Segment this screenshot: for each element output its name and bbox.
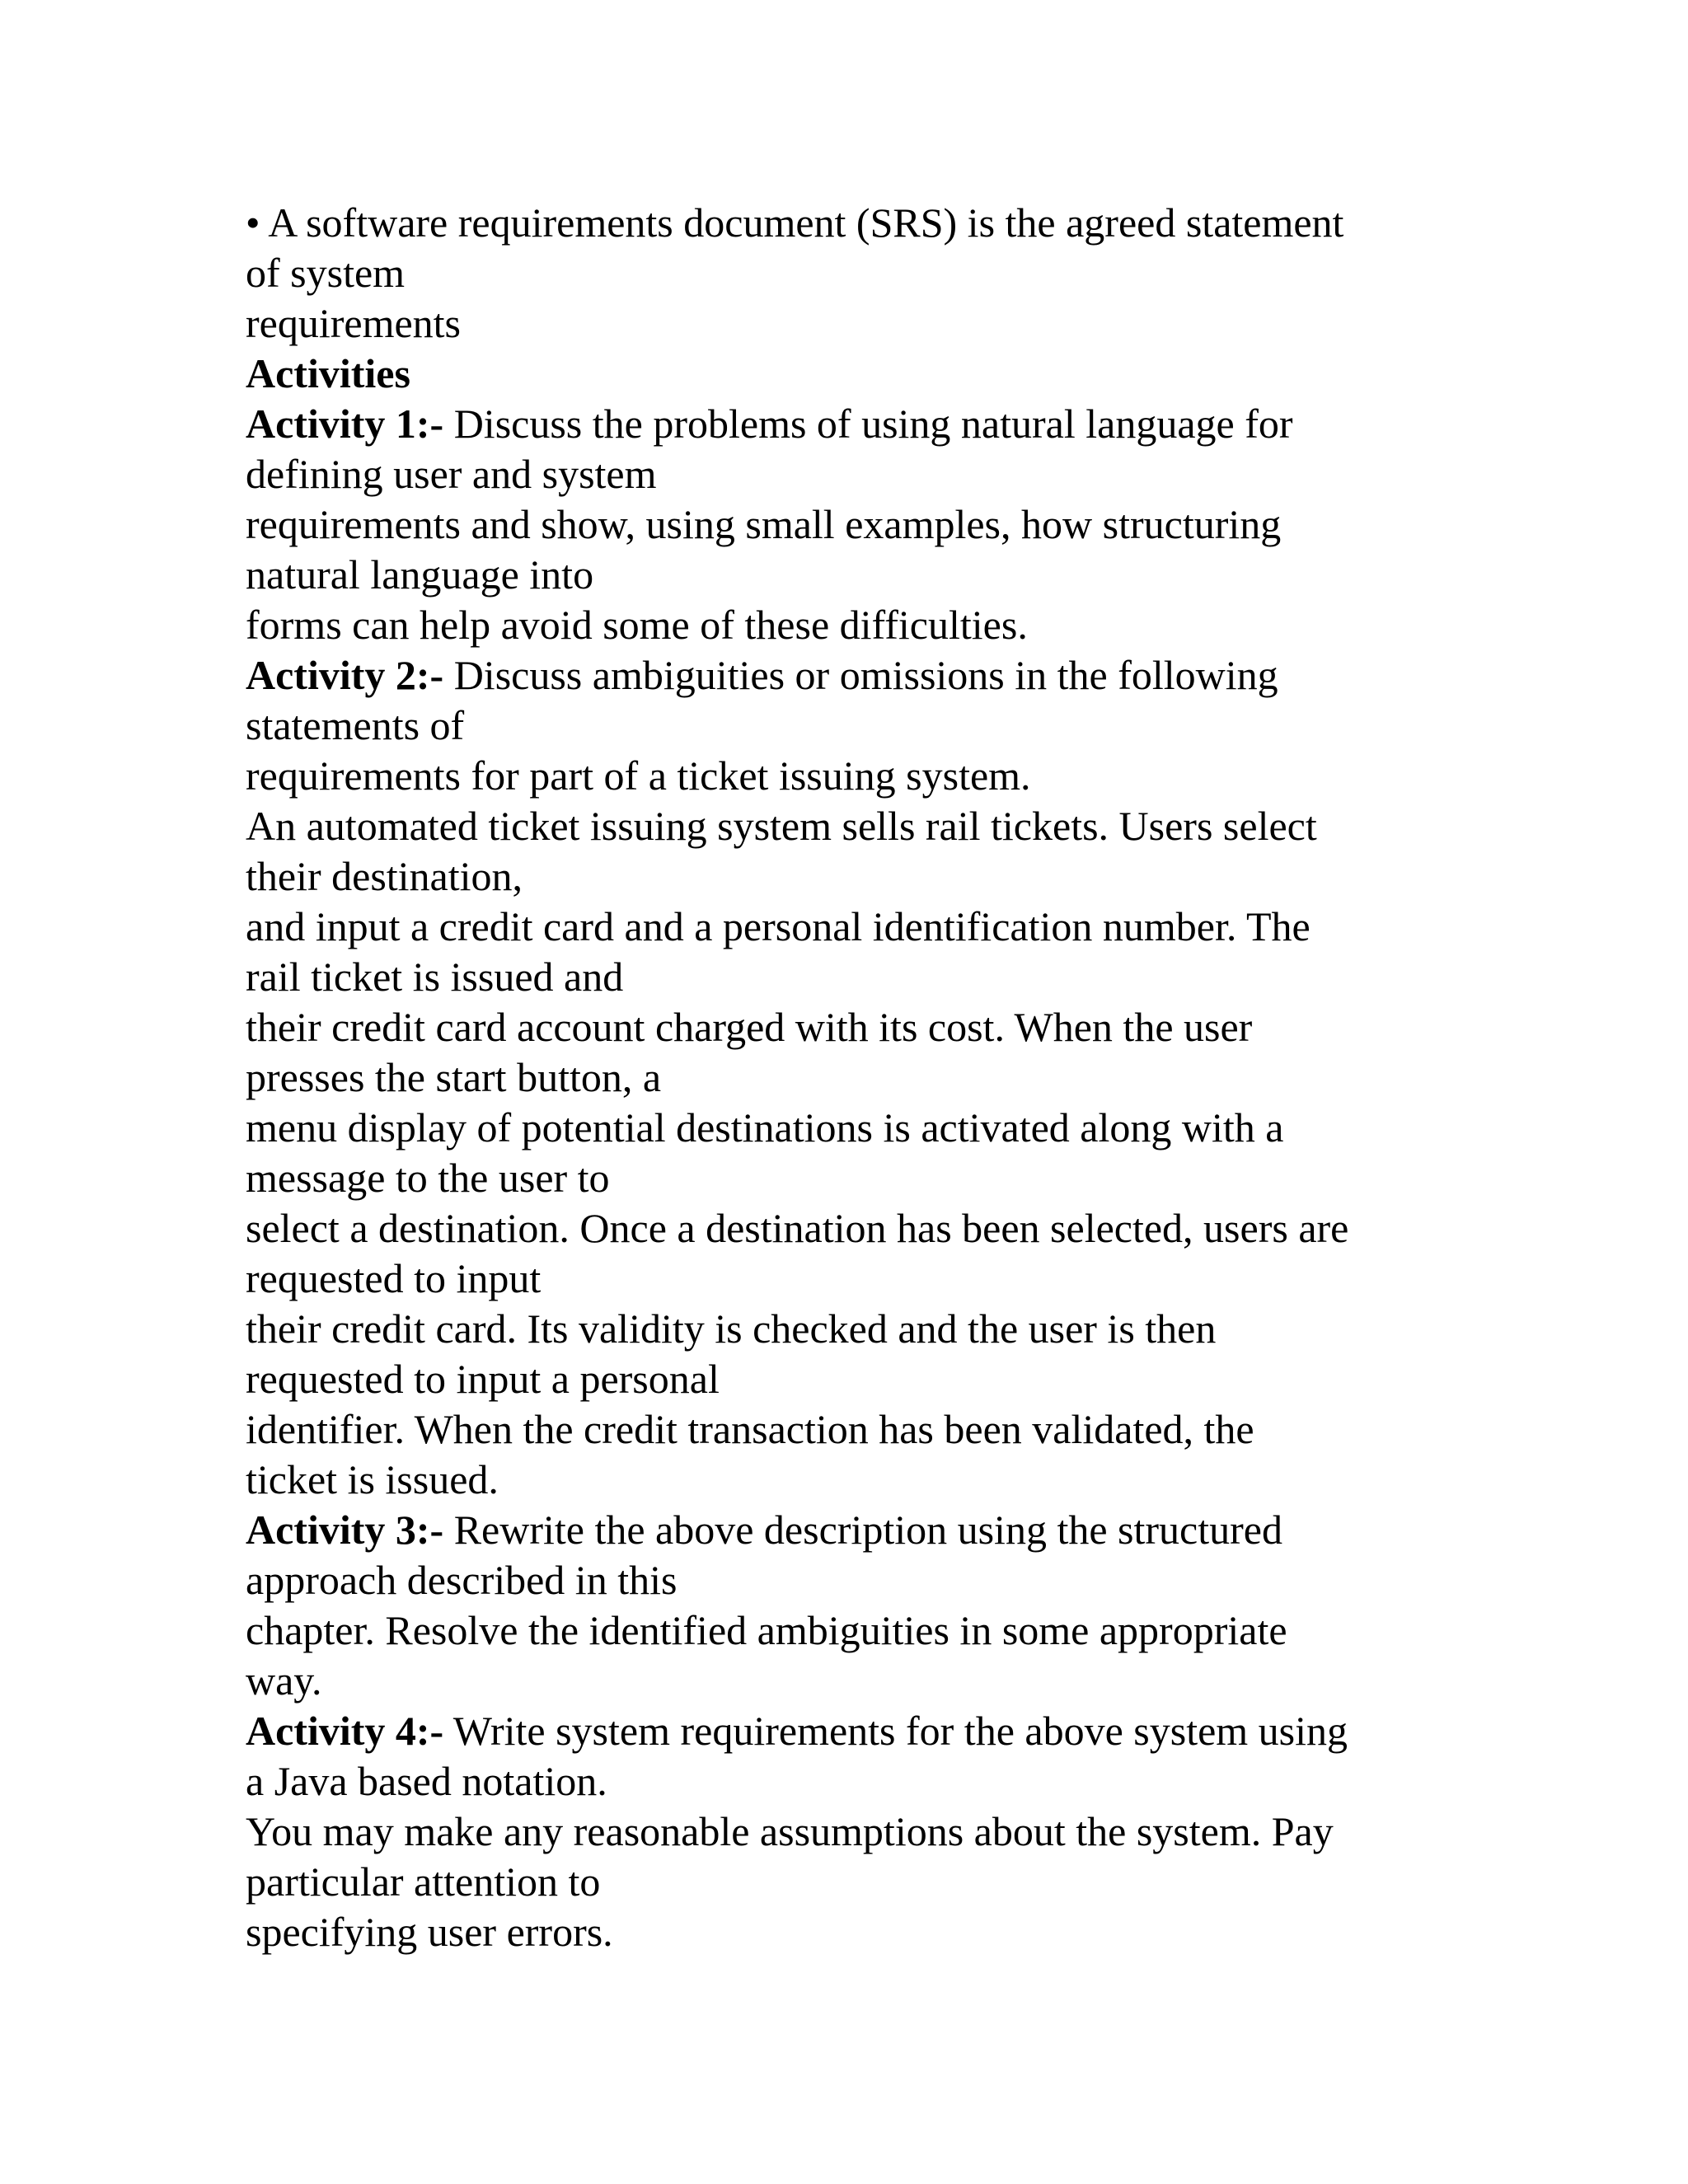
- line-text: their credit card account charged with its cost. When the user: [246, 1004, 1253, 1050]
- text-line: [246, 1103, 1465, 1153]
- line-text: ticket is issued.: [246, 1456, 499, 1502]
- line-text: select a destination. Once a destination has been selected, users are: [246, 1205, 1349, 1251]
- line-text: particular attention to: [246, 1858, 601, 1905]
- line-text: Discuss ambiguities or omissions in the following: [443, 652, 1278, 698]
- text-line: [246, 499, 1465, 550]
- line-text: requested to input a personal: [246, 1356, 720, 1402]
- activity-label: Activity 3:-: [246, 1507, 444, 1553]
- activity-label: Activity 4:-: [246, 1708, 444, 1754]
- text-line: [246, 248, 1465, 298]
- text-line: [246, 1656, 1465, 1706]
- text-line: [246, 198, 1465, 248]
- text-line: [246, 701, 1465, 751]
- line-text: forms can help avoid some of these difficulties.: [246, 602, 1028, 648]
- text-line: [246, 952, 1465, 1002]
- text-line: [246, 1807, 1465, 1857]
- line-text: and input a credit card and a personal identification number. The: [246, 903, 1311, 949]
- activity-label: Activity 1:-: [246, 401, 444, 447]
- line-text: natural language into: [246, 551, 594, 598]
- line-text: message to the user to: [246, 1155, 610, 1201]
- document-body: [246, 198, 1465, 1957]
- text-line: [246, 801, 1465, 851]
- text-line: [246, 751, 1465, 801]
- line-text: requirements and show, using small examples, how structuring: [246, 501, 1282, 547]
- line-text: Write system requirements for the above system using: [443, 1708, 1348, 1754]
- text-line: [246, 851, 1465, 902]
- activity-heading-line: [246, 1706, 1465, 1756]
- activity-label: Activity 2:-: [246, 652, 444, 698]
- section-heading-text: Activities: [246, 350, 410, 396]
- line-text: specifying user errors.: [246, 1909, 613, 1955]
- text-line: [246, 1354, 1465, 1404]
- text-line: [246, 1052, 1465, 1103]
- line-text: menu display of potential destinations is activated along with a: [246, 1104, 1284, 1151]
- line-text: An automated ticket issuing system sells rail tickets. Users select: [246, 803, 1317, 849]
- text-line: [246, 1203, 1465, 1254]
- line-text: requirements: [246, 300, 462, 346]
- text-line: [246, 1455, 1465, 1505]
- line-text: their destination,: [246, 853, 523, 899]
- text-line: [246, 1555, 1465, 1605]
- line-text: a Java based notation.: [246, 1758, 607, 1804]
- line-text: chapter. Resolve the identified ambiguities in some appropriate: [246, 1607, 1287, 1653]
- line-text: Discuss the problems of using natural language for: [443, 401, 1293, 447]
- section-heading: [246, 349, 1465, 399]
- text-line: [246, 902, 1465, 952]
- line-text: • A software requirements document (SRS) is the agreed statement: [246, 199, 1344, 246]
- text-line: [246, 1404, 1465, 1455]
- line-text: You may make any reasonable assumptions about the system. Pay: [246, 1808, 1334, 1854]
- line-text: their credit card. Its validity is checked and the user is then: [246, 1305, 1217, 1352]
- text-line: [246, 1756, 1465, 1807]
- activity-heading-line: [246, 399, 1465, 449]
- text-line: [246, 1907, 1465, 1957]
- line-text: Rewrite the above description using the structured: [443, 1507, 1282, 1553]
- text-line: [246, 1254, 1465, 1304]
- line-text: approach described in this: [246, 1557, 678, 1603]
- activity-heading-line: [246, 650, 1465, 701]
- text-line: [246, 1304, 1465, 1354]
- line-text: of system: [246, 250, 406, 296]
- line-text: identifier. When the credit transaction has been validated, the: [246, 1406, 1254, 1452]
- text-line: [246, 1857, 1465, 1907]
- line-text: defining user and system: [246, 451, 657, 497]
- line-text: rail ticket is issued and: [246, 954, 624, 1000]
- line-text: presses the start button, a: [246, 1054, 662, 1100]
- line-text: statements of: [246, 702, 465, 748]
- text-line: [246, 1002, 1465, 1052]
- text-line: [246, 298, 1465, 349]
- line-text: requested to input: [246, 1255, 542, 1301]
- text-line: [246, 600, 1465, 650]
- line-text: requirements for part of a ticket issuing system.: [246, 752, 1031, 799]
- text-line: [246, 550, 1465, 600]
- text-line: [246, 449, 1465, 499]
- text-line: [246, 1153, 1465, 1203]
- text-line: [246, 1605, 1465, 1656]
- line-text: way.: [246, 1657, 322, 1704]
- activity-heading-line: [246, 1505, 1465, 1555]
